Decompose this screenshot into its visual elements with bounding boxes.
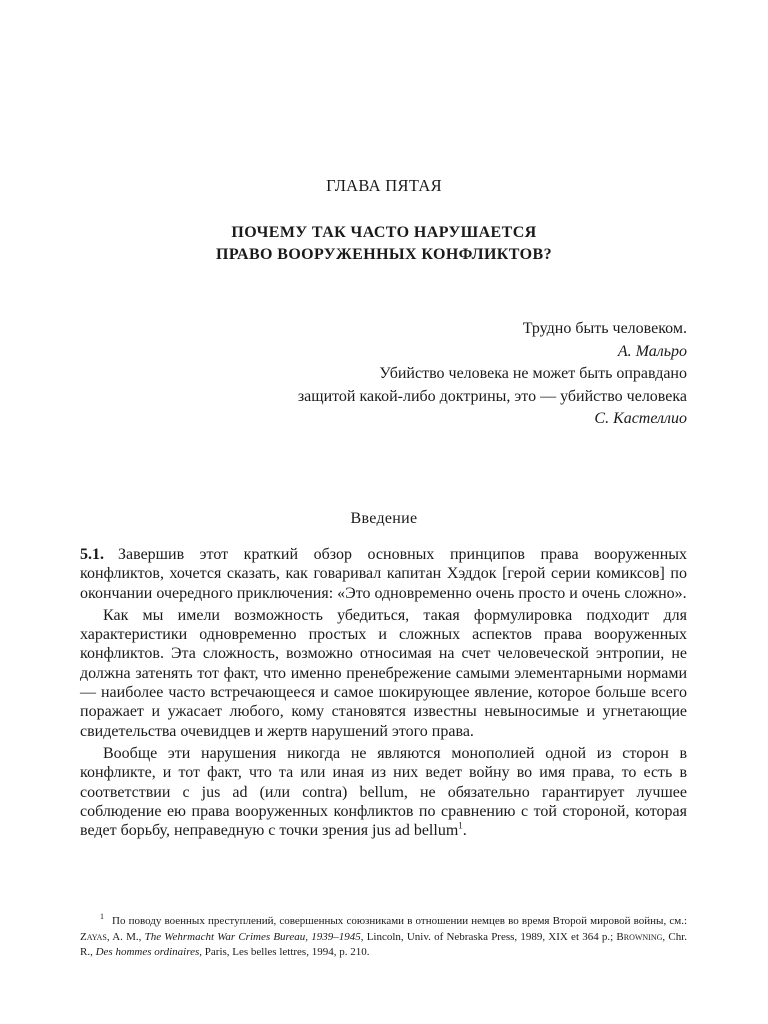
paragraph-3	[80, 744, 687, 840]
chapter-title-line-1: ПОЧЕМУ ТАК ЧАСТО НАРУШАЕТСЯ	[231, 224, 537, 241]
footnote-author-2: Browning	[616, 930, 663, 943]
footnote-text-c: , Paris, Les belles lettres, 1994, p. 210.	[199, 946, 370, 958]
chapter-title-line-2: ПРАВО ВООРУЖЕННЫХ КОНФЛИКТОВ?	[216, 246, 552, 263]
footnote-mark: 1	[100, 912, 104, 922]
epigraph-1-author: А. Мальро	[617, 342, 687, 360]
epigraph-2-quote-line-2: защитой какой-либо доктрины, это — убийство человека	[297, 387, 687, 405]
paragraph-2	[80, 606, 687, 741]
footnote-text-a: По поводу военных преступлений, совершенных союзниками в отношении немцев во время Второй мировой войны, см.:	[112, 915, 687, 927]
footnote-author-1: Zayas	[80, 930, 107, 943]
paragraph-5-1	[80, 545, 687, 603]
footnote-work-1: The Wehrmacht War Crimes Bureau, 1939–1945	[144, 930, 361, 943]
paragraph-text: Вообще эти нарушения никогда не являются монополией одной из сторон в конфликте, и тот факт, что та или иная из них ведет войну во имя права, то есть в соответствии с jus ad (или contra) bellum, не обязательно гарантирует лучшее соблюдение ею права вооруженных конфликтов по сравнению с той стороной, которая ведет борьбу, неправедную с точки зрения jus ad bellum	[80, 744, 687, 840]
footnote-reference: 1	[458, 820, 463, 831]
paragraph-end: .	[462, 822, 467, 840]
epigraph-1-quote: Трудно быть человеком.	[522, 320, 687, 337]
epigraph-2-quote-line-1: Убийство человека не может быть оправдано	[379, 365, 687, 382]
paragraph-text: Завершив этот краткий обзор основных принципов права вооруженных конфликтов, хочется сказать, как говаривал капитан Хэддок [герой серии комиксов] по окончании очередного приключения: «Это одновременно очень просто и очень сложно».	[80, 546, 687, 602]
section-heading: Введение	[350, 510, 418, 527]
chapter-label: ГЛАВА ПЯТАЯ	[326, 176, 442, 195]
epigraphs	[167, 318, 687, 431]
footnote-author-2-initials: , Chr. R.,	[80, 930, 687, 958]
chapter-title	[0, 222, 768, 266]
paragraph-text: Как мы имели возможность убедиться, такая формулировка подходит для характеристики одновременно простых и сложных аспектов права вооруженных конфликтов. Эта сложность, возможно относимая на счет человеческой энтропии, не должна затенять тот факт, что именно пренебрежение самыми элементарными нормами — наиболее часто встречающееся и самое шокирующее явление, которое больше всего поражает и ужасает любого, кому становятся известны невыносимые и угнетающие свидетельства очевидцев и жертв нарушений этого права.	[80, 606, 687, 740]
footnote-author-1-initials: , A. M.,	[106, 930, 145, 943]
footnote-text-b: , Lincoln, Univ. of Nebraska Press, 1989, XIX et 364 p.;	[360, 930, 617, 943]
body-text	[80, 545, 687, 843]
epigraph-2-author: С. Кастеллио	[594, 410, 687, 427]
paragraph-number: 5.1.	[80, 546, 104, 563]
footnote	[80, 914, 687, 961]
footnote-work-2: Des hommes ordinaires	[95, 946, 200, 958]
